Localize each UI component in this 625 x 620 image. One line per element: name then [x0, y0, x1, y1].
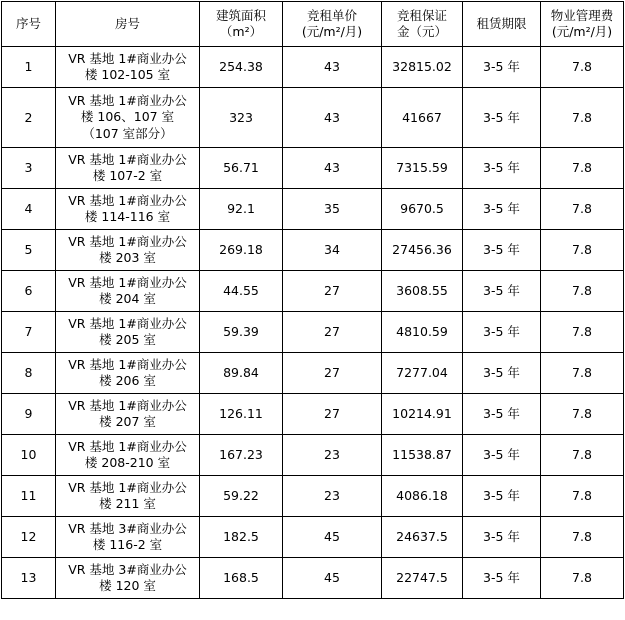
header-fee [541, 2, 624, 47]
cell-room [56, 88, 200, 148]
cell-area: 56.71 [200, 148, 283, 189]
header-row [2, 2, 624, 47]
room-line: 楼 204 室 [99, 291, 156, 306]
header-room: 房号 [56, 2, 200, 47]
cell-room [56, 189, 200, 230]
cell-deposit: 9670.5 [382, 189, 463, 230]
cell-fee: 7.8 [541, 435, 624, 476]
cell-room [56, 312, 200, 353]
room-line: VR 基地 1#商业办公 [68, 397, 187, 413]
cell-price: 23 [283, 435, 382, 476]
room-line: 楼 205 室 [99, 332, 156, 347]
cell-deposit: 24637.5 [382, 517, 463, 558]
room-line: VR 基地 1#商业办公 [68, 356, 187, 372]
cell-area: 167.23 [200, 435, 283, 476]
cell-room [56, 230, 200, 271]
room-line: VR 基地 3#商业办公 [68, 561, 187, 577]
cell-fee: 7.8 [541, 353, 624, 394]
header-term: 租赁期限 [463, 2, 541, 47]
cell-room [56, 476, 200, 517]
cell-area: 126.11 [200, 394, 283, 435]
cell-seq: 1 [2, 47, 56, 88]
cell-term: 3-5 年 [463, 476, 541, 517]
table-row [2, 47, 624, 88]
cell-deposit: 4810.59 [382, 312, 463, 353]
cell-price: 43 [283, 88, 382, 148]
header-price [283, 2, 382, 47]
cell-fee: 7.8 [541, 517, 624, 558]
table-row [2, 230, 624, 271]
cell-price: 35 [283, 189, 382, 230]
cell-deposit: 11538.87 [382, 435, 463, 476]
cell-room [56, 558, 200, 599]
cell-term: 3-5 年 [463, 230, 541, 271]
room-line: 楼 203 室 [99, 250, 156, 265]
cell-deposit: 27456.36 [382, 230, 463, 271]
cell-area: 323 [200, 88, 283, 148]
cell-term: 3-5 年 [463, 312, 541, 353]
table-row [2, 394, 624, 435]
cell-room [56, 517, 200, 558]
cell-area: 59.39 [200, 312, 283, 353]
cell-seq: 3 [2, 148, 56, 189]
room-line: VR 基地 1#商业办公 [68, 192, 187, 208]
table-row [2, 312, 624, 353]
table-row [2, 88, 624, 148]
cell-price: 45 [283, 558, 382, 599]
cell-deposit: 7315.59 [382, 148, 463, 189]
table-row [2, 148, 624, 189]
header-fee-line1: 物业管理费 [550, 8, 614, 23]
room-line: 楼 107-2 室 [92, 168, 163, 183]
cell-seq: 10 [2, 435, 56, 476]
cell-area: 254.38 [200, 47, 283, 88]
header-deposit-line2: 金（元） [396, 24, 447, 39]
cell-price: 23 [283, 476, 382, 517]
header-area-line1: 建筑面积 [215, 8, 266, 23]
cell-price: 27 [283, 353, 382, 394]
table-row [2, 189, 624, 230]
cell-seq: 13 [2, 558, 56, 599]
table-row [2, 558, 624, 599]
cell-area: 92.1 [200, 189, 283, 230]
cell-fee: 7.8 [541, 476, 624, 517]
table-row [2, 271, 624, 312]
header-fee-line2: (元/m²/月) [551, 24, 613, 39]
cell-room [56, 353, 200, 394]
cell-price: 45 [283, 517, 382, 558]
room-line: （107 室部分） [82, 125, 173, 141]
cell-seq: 12 [2, 517, 56, 558]
cell-area: 168.5 [200, 558, 283, 599]
cell-seq: 4 [2, 189, 56, 230]
cell-area: 89.84 [200, 353, 283, 394]
cell-seq: 5 [2, 230, 56, 271]
header-seq: 序号 [2, 2, 56, 47]
room-line: VR 基地 1#商业办公 [68, 92, 187, 108]
cell-room [56, 148, 200, 189]
cell-deposit: 32815.02 [382, 47, 463, 88]
cell-fee: 7.8 [541, 148, 624, 189]
room-line: VR 基地 1#商业办公 [68, 479, 187, 495]
cell-term: 3-5 年 [463, 88, 541, 148]
cell-room [56, 435, 200, 476]
cell-fee: 7.8 [541, 189, 624, 230]
cell-seq: 6 [2, 271, 56, 312]
cell-deposit: 7277.04 [382, 353, 463, 394]
cell-seq: 9 [2, 394, 56, 435]
cell-room [56, 271, 200, 312]
room-line: 楼 206 室 [99, 373, 156, 388]
room-line: 楼 106、107 室 [80, 109, 175, 125]
cell-term: 3-5 年 [463, 271, 541, 312]
cell-term: 3-5 年 [463, 435, 541, 476]
cell-term: 3-5 年 [463, 394, 541, 435]
cell-deposit: 4086.18 [382, 476, 463, 517]
cell-price: 27 [283, 271, 382, 312]
cell-price: 34 [283, 230, 382, 271]
cell-area: 269.18 [200, 230, 283, 271]
room-line: 楼 114-116 室 [84, 209, 171, 224]
cell-area: 59.22 [200, 476, 283, 517]
cell-room [56, 47, 200, 88]
room-line: VR 基地 1#商业办公 [68, 50, 187, 66]
cell-deposit: 10214.91 [382, 394, 463, 435]
cell-fee: 7.8 [541, 230, 624, 271]
room-line: VR 基地 1#商业办公 [68, 274, 187, 290]
cell-fee: 7.8 [541, 312, 624, 353]
table-row [2, 435, 624, 476]
room-line: 楼 208-210 室 [84, 455, 171, 470]
header-area-line2: （m²） [219, 24, 263, 39]
cell-fee: 7.8 [541, 394, 624, 435]
rental-table-container [1, 1, 623, 599]
room-line: 楼 211 室 [99, 496, 156, 511]
header-area [200, 2, 283, 47]
cell-area: 182.5 [200, 517, 283, 558]
room-line: 楼 120 室 [99, 578, 156, 593]
cell-term: 3-5 年 [463, 47, 541, 88]
table-body [2, 47, 624, 599]
header-price-line2: (元/m²/月) [301, 24, 363, 39]
header-deposit-line1: 竞租保证 [396, 8, 447, 23]
room-line: 楼 116-2 室 [92, 537, 163, 552]
room-line: VR 基地 1#商业办公 [68, 315, 187, 331]
cell-fee: 7.8 [541, 558, 624, 599]
cell-seq: 7 [2, 312, 56, 353]
cell-seq: 11 [2, 476, 56, 517]
header-deposit [382, 2, 463, 47]
cell-fee: 7.8 [541, 88, 624, 148]
cell-price: 43 [283, 148, 382, 189]
room-line: 楼 207 室 [99, 414, 156, 429]
cell-term: 3-5 年 [463, 558, 541, 599]
room-line: VR 基地 3#商业办公 [68, 520, 187, 536]
cell-seq: 8 [2, 353, 56, 394]
cell-fee: 7.8 [541, 271, 624, 312]
cell-term: 3-5 年 [463, 148, 541, 189]
cell-deposit: 41667 [382, 88, 463, 148]
room-line: VR 基地 1#商业办公 [68, 233, 187, 249]
cell-term: 3-5 年 [463, 353, 541, 394]
room-line: 楼 102-105 室 [84, 67, 171, 82]
cell-term: 3-5 年 [463, 517, 541, 558]
cell-seq: 2 [2, 88, 56, 148]
rental-table [1, 1, 624, 599]
cell-price: 43 [283, 47, 382, 88]
room-line: VR 基地 1#商业办公 [68, 151, 187, 167]
cell-price: 27 [283, 394, 382, 435]
header-price-line1: 竞租单价 [306, 8, 357, 23]
cell-term: 3-5 年 [463, 189, 541, 230]
cell-area: 44.55 [200, 271, 283, 312]
cell-fee: 7.8 [541, 47, 624, 88]
table-row [2, 353, 624, 394]
table-row [2, 517, 624, 558]
room-line: VR 基地 1#商业办公 [68, 438, 187, 454]
cell-deposit: 22747.5 [382, 558, 463, 599]
cell-price: 27 [283, 312, 382, 353]
cell-deposit: 3608.55 [382, 271, 463, 312]
table-row [2, 476, 624, 517]
cell-room [56, 394, 200, 435]
